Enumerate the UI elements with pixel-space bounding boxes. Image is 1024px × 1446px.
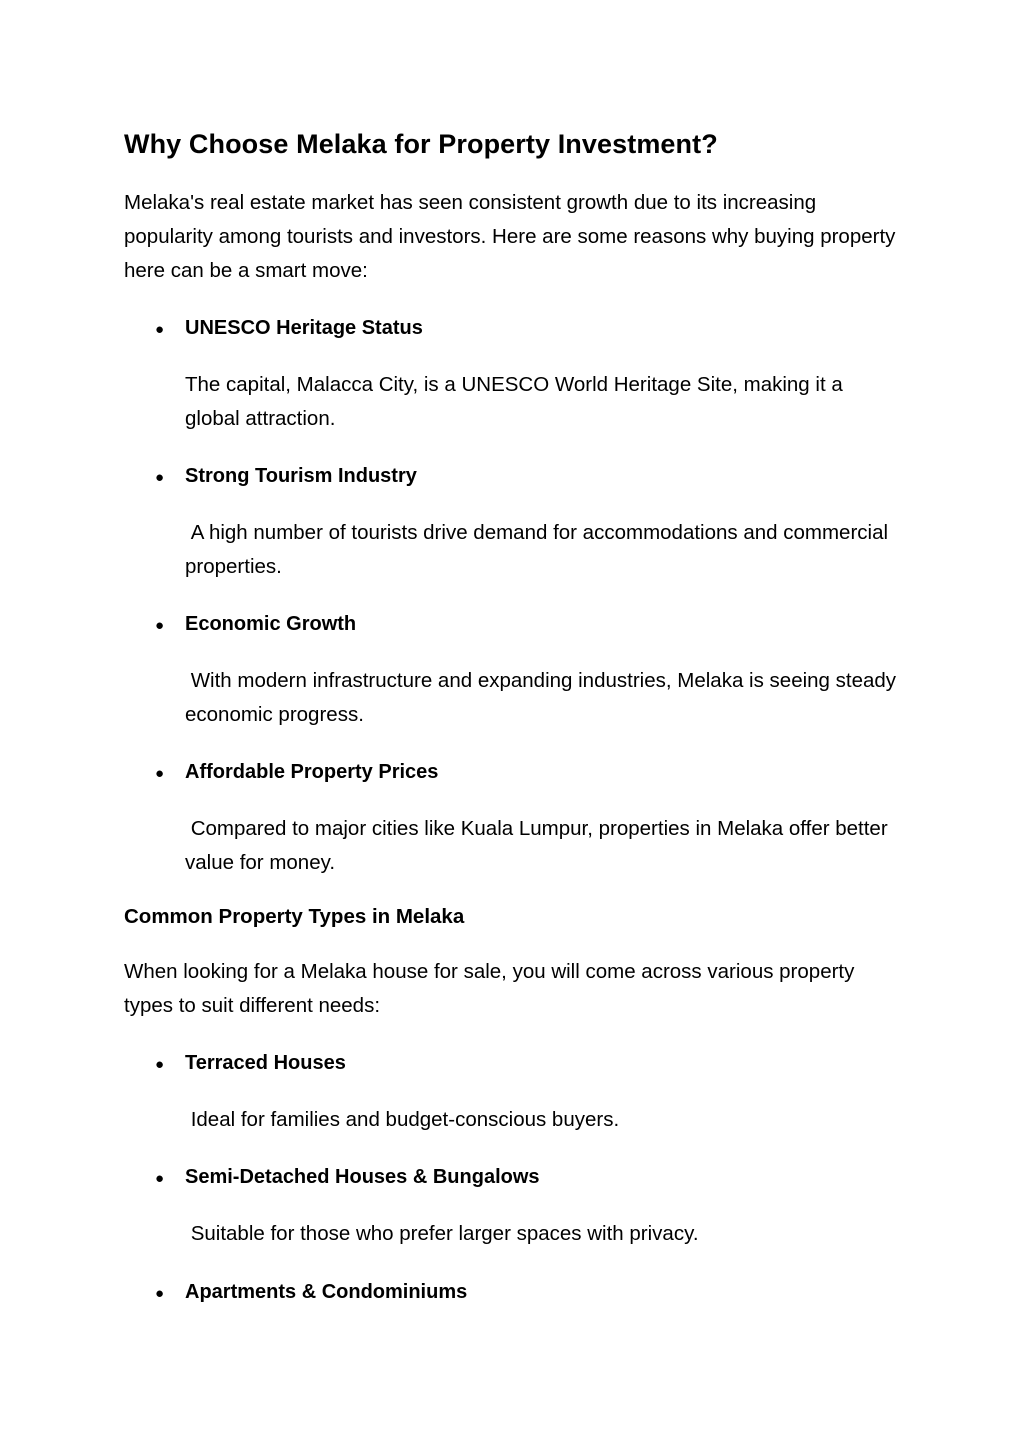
list-item-label: Semi-Detached Houses & Bungalows bbox=[185, 1166, 540, 1188]
page-title: Why Choose Melaka for Property Investment? bbox=[124, 129, 718, 159]
list-item bbox=[155, 1046, 346, 1082]
bullet-icon: ● bbox=[155, 617, 165, 634]
list-item-label: Economic Growth bbox=[185, 613, 357, 635]
bullet-icon: ● bbox=[155, 321, 165, 338]
list-item-description: Compared to major cities like Kuala Lumpur, properties in Melaka offer better value for money. bbox=[185, 817, 894, 874]
list-item-label: Terraced Houses bbox=[185, 1052, 346, 1074]
bullet-icon: ● bbox=[155, 469, 165, 486]
list-item-description: A high number of tourists drive demand for accommodations and commercial properties. bbox=[185, 521, 894, 578]
list-item bbox=[155, 311, 423, 347]
list-item-description: Suitable for those who prefer larger spaces with privacy. bbox=[185, 1222, 699, 1245]
section-intro-paragraph: When looking for a Melaka house for sale, you will come across various property types to suit different needs: bbox=[124, 960, 855, 1017]
list-item-label: UNESCO Heritage Status bbox=[185, 317, 423, 339]
list-item-description: Ideal for families and budget-conscious buyers. bbox=[185, 1108, 620, 1131]
list-item bbox=[155, 1160, 540, 1196]
bullet-icon: ● bbox=[155, 1285, 165, 1302]
bullet-icon: ● bbox=[155, 1170, 165, 1187]
bullet-icon: ● bbox=[155, 1056, 165, 1073]
list-item-description: With modern infrastructure and expanding industries, Melaka is seeing steady economic progress. bbox=[185, 669, 902, 726]
list-item bbox=[155, 459, 417, 495]
list-item-description: The capital, Malacca City, is a UNESCO World Heritage Site, making it a global attraction. bbox=[185, 373, 849, 430]
intro-paragraph: Melaka's real estate market has seen consistent growth due to its increasing popularity among tourists and investors. Here are some reasons why buying property here can be a smart move: bbox=[124, 191, 896, 282]
bullet-icon: ● bbox=[155, 765, 165, 782]
list-item bbox=[155, 1275, 467, 1311]
section-heading: Common Property Types in Melaka bbox=[124, 905, 465, 928]
list-item bbox=[155, 607, 356, 643]
list-item bbox=[155, 755, 438, 791]
list-item-label: Affordable Property Prices bbox=[185, 761, 439, 783]
list-item-label: Apartments & Condominiums bbox=[185, 1281, 468, 1303]
list-item-label: Strong Tourism Industry bbox=[185, 465, 417, 487]
